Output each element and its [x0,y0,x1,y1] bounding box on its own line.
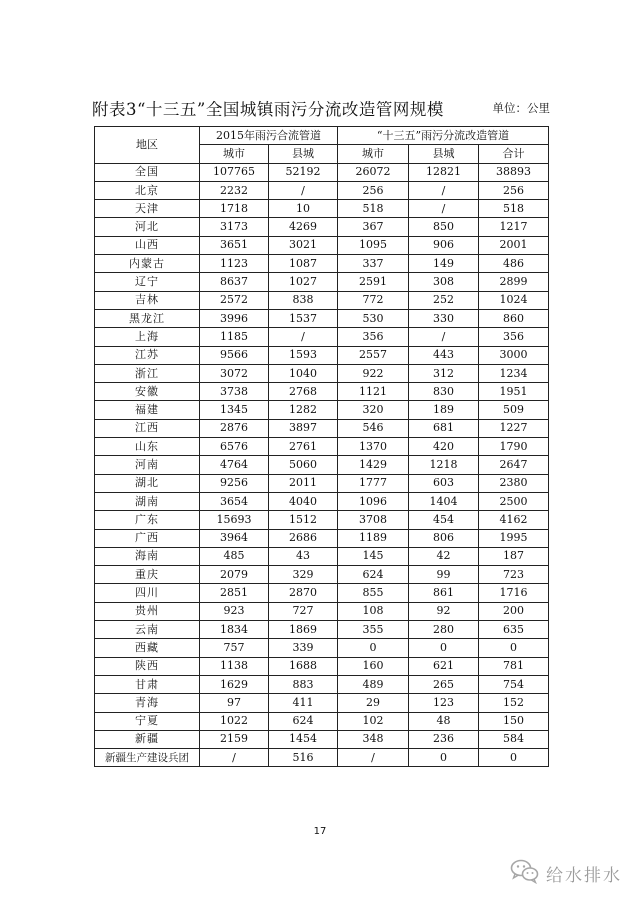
value-cell: 3654 [200,492,269,510]
value-cell: 3897 [269,419,338,437]
value-cell: 0 [479,639,549,657]
value-cell: 160 [338,657,409,675]
value-cell: 356 [479,328,549,346]
value-cell: 621 [409,657,479,675]
unit-label: 单位：公里 [492,101,550,115]
table-row [95,456,549,474]
region-cell: 湖南 [95,492,200,510]
value-cell: 727 [269,602,338,620]
value-cell: 2572 [200,291,269,309]
sub-header: 县城 [409,145,479,163]
table-row [95,492,549,510]
value-cell: 97 [200,694,269,712]
table-row [95,438,549,456]
value-cell: 2686 [269,529,338,547]
value-cell: 1121 [338,383,409,401]
value-cell: 635 [479,621,549,639]
region-cell: 浙江 [95,364,200,382]
value-cell: 838 [269,291,338,309]
value-cell: 443 [409,346,479,364]
value-cell: 1096 [338,492,409,510]
value-cell: 0 [479,749,549,767]
value-cell: 1227 [479,419,549,437]
region-cell: 广西 [95,529,200,547]
sub-header: 县城 [269,145,338,163]
table-header [95,127,549,164]
value-cell: 1024 [479,291,549,309]
table-row [95,621,549,639]
sub-header: 合计 [479,145,549,163]
region-cell: 陕西 [95,657,200,675]
table-row [95,511,549,529]
value-cell: 107765 [200,163,269,181]
value-cell: 356 [338,328,409,346]
value-cell: 2591 [338,273,409,291]
value-cell: 12821 [409,163,479,181]
value-cell: 308 [409,273,479,291]
table-row [95,749,549,767]
value-cell: 280 [409,621,479,639]
table-row [95,401,549,419]
value-cell: 52192 [269,163,338,181]
value-cell: 29 [338,694,409,712]
value-cell: 355 [338,621,409,639]
region-cell: 黑龙江 [95,309,200,327]
value-cell: 1404 [409,492,479,510]
value-cell: 518 [338,200,409,218]
value-cell: 530 [338,309,409,327]
value-cell: 265 [409,675,479,693]
value-cell: 1027 [269,273,338,291]
value-cell: 9566 [200,346,269,364]
region-cell: 江西 [95,419,200,437]
table-row [95,346,549,364]
table-row [95,584,549,602]
table-body [95,163,549,767]
value-cell: / [200,749,269,767]
value-cell: 0 [338,639,409,657]
value-cell: 330 [409,309,479,327]
group-header-135: “十三五”雨污分流改造管道 [338,127,549,145]
value-cell: 1869 [269,621,338,639]
value-cell: 26072 [338,163,409,181]
value-cell: / [409,181,479,199]
value-cell: 420 [409,438,479,456]
value-cell: 339 [269,639,338,657]
table-row [95,547,549,565]
value-cell: 2557 [338,346,409,364]
region-cell: 西藏 [95,639,200,657]
value-cell: 624 [269,712,338,730]
wechat-icon [510,858,540,888]
value-cell: 603 [409,474,479,492]
value-cell: 1345 [200,401,269,419]
value-cell: 806 [409,529,479,547]
value-cell: 108 [338,602,409,620]
value-cell: 1022 [200,712,269,730]
table-title: 附表3“十三五”全国城镇雨污分流改造管网规模 [92,100,444,119]
value-cell: 509 [479,401,549,419]
region-header: 地区 [95,127,200,164]
value-cell: 337 [338,255,409,273]
value-cell: 4764 [200,456,269,474]
value-cell: 546 [338,419,409,437]
value-cell: 102 [338,712,409,730]
region-cell: 重庆 [95,566,200,584]
value-cell: 518 [479,200,549,218]
value-cell: 1593 [269,346,338,364]
sub-header: 城市 [200,145,269,163]
value-cell: 1217 [479,218,549,236]
table-row [95,639,549,657]
value-cell: 252 [409,291,479,309]
value-cell: 584 [479,730,549,748]
value-cell: / [409,200,479,218]
sub-header: 城市 [338,145,409,163]
region-cell: 全国 [95,163,200,181]
value-cell: 1951 [479,383,549,401]
value-cell: 149 [409,255,479,273]
table-row [95,236,549,254]
value-cell: 1095 [338,236,409,254]
value-cell: 1087 [269,255,338,273]
value-cell: 2761 [269,438,338,456]
page-number: 17 [313,826,327,837]
value-cell: 189 [409,401,479,419]
value-cell: 3996 [200,309,269,327]
value-cell: 485 [200,547,269,565]
value-cell: 855 [338,584,409,602]
value-cell: 236 [409,730,479,748]
value-cell: 1282 [269,401,338,419]
table-row [95,218,549,236]
value-cell: 1512 [269,511,338,529]
value-cell: 152 [479,694,549,712]
table-row [95,419,549,437]
value-cell: 348 [338,730,409,748]
region-cell: 广东 [95,511,200,529]
region-cell: 云南 [95,621,200,639]
region-cell: 青海 [95,694,200,712]
value-cell: 256 [338,181,409,199]
value-cell: 923 [200,602,269,620]
value-cell: 3738 [200,383,269,401]
value-cell: 1777 [338,474,409,492]
table-row [95,255,549,273]
value-cell: 99 [409,566,479,584]
value-cell: 2647 [479,456,549,474]
value-cell: 2001 [479,236,549,254]
value-cell: 43 [269,547,338,565]
table-row [95,309,549,327]
table-row [95,291,549,309]
value-cell: 906 [409,236,479,254]
region-cell: 山西 [95,236,200,254]
value-cell: 8637 [200,273,269,291]
watermark-text: 给水排水 [546,865,622,886]
watermark [510,858,622,888]
region-cell: 新疆 [95,730,200,748]
region-cell: 甘肃 [95,675,200,693]
value-cell: 2851 [200,584,269,602]
value-cell: 754 [479,675,549,693]
value-cell: / [269,181,338,199]
value-cell: 9256 [200,474,269,492]
value-cell: 1234 [479,364,549,382]
value-cell: 0 [409,639,479,657]
title-row [92,96,552,120]
table-row [95,273,549,291]
value-cell: 2768 [269,383,338,401]
value-cell: 145 [338,547,409,565]
value-cell: 486 [479,255,549,273]
value-cell: 830 [409,383,479,401]
value-cell: 681 [409,419,479,437]
region-cell: 天津 [95,200,200,218]
value-cell: 3072 [200,364,269,382]
value-cell: 1454 [269,730,338,748]
value-cell: 1834 [200,621,269,639]
region-cell: 河北 [95,218,200,236]
value-cell: 1790 [479,438,549,456]
table-row [95,657,549,675]
value-cell: 1995 [479,529,549,547]
value-cell: / [338,749,409,767]
value-cell: 3651 [200,236,269,254]
value-cell: 861 [409,584,479,602]
value-cell: 92 [409,602,479,620]
value-cell: 3021 [269,236,338,254]
value-cell: 256 [479,181,549,199]
region-cell: 贵州 [95,602,200,620]
value-cell: 3173 [200,218,269,236]
value-cell: 1716 [479,584,549,602]
value-cell: 772 [338,291,409,309]
value-cell: 2232 [200,181,269,199]
value-cell: 624 [338,566,409,584]
value-cell: 3708 [338,511,409,529]
value-cell: 1718 [200,200,269,218]
value-cell: 187 [479,547,549,565]
value-cell: 38893 [479,163,549,181]
value-cell: 4040 [269,492,338,510]
value-cell: 922 [338,364,409,382]
value-cell: 2500 [479,492,549,510]
value-cell: 2876 [200,419,269,437]
value-cell: 757 [200,639,269,657]
value-cell: 1429 [338,456,409,474]
value-cell: 329 [269,566,338,584]
table-row [95,694,549,712]
value-cell: 4162 [479,511,549,529]
value-cell: 15693 [200,511,269,529]
region-cell: 湖北 [95,474,200,492]
value-cell: 723 [479,566,549,584]
value-cell: 3000 [479,346,549,364]
value-cell: 850 [409,218,479,236]
value-cell: 1370 [338,438,409,456]
table-row [95,328,549,346]
value-cell: / [409,328,479,346]
group-header-2015: 2015年雨污合流管道 [200,127,338,145]
region-cell: 新疆生产建设兵团 [95,749,200,767]
value-cell: 454 [409,511,479,529]
value-cell: 42 [409,547,479,565]
region-cell: 内蒙古 [95,255,200,273]
region-cell: 安徽 [95,383,200,401]
table-row [95,730,549,748]
region-cell: 海南 [95,547,200,565]
value-cell: 320 [338,401,409,419]
value-cell: 123 [409,694,479,712]
region-cell: 北京 [95,181,200,199]
region-cell: 江苏 [95,346,200,364]
region-cell: 宁夏 [95,712,200,730]
value-cell: 2159 [200,730,269,748]
value-cell: 489 [338,675,409,693]
table-row [95,474,549,492]
value-cell: 2380 [479,474,549,492]
value-cell: 10 [269,200,338,218]
table-row [95,181,549,199]
value-cell: 0 [409,749,479,767]
table-row [95,529,549,547]
table-row [95,163,549,181]
region-cell: 四川 [95,584,200,602]
value-cell: 4269 [269,218,338,236]
table-row [95,566,549,584]
region-cell: 吉林 [95,291,200,309]
value-cell: 3964 [200,529,269,547]
value-cell: 2870 [269,584,338,602]
value-cell: 5060 [269,456,338,474]
value-cell: 1138 [200,657,269,675]
value-cell: / [269,328,338,346]
region-cell: 山东 [95,438,200,456]
table-row [95,383,549,401]
value-cell: 2899 [479,273,549,291]
value-cell: 2011 [269,474,338,492]
pipe-network-table [94,126,549,767]
table-row [95,712,549,730]
table-row [95,364,549,382]
value-cell: 516 [269,749,338,767]
value-cell: 1185 [200,328,269,346]
region-cell: 辽宁 [95,273,200,291]
value-cell: 367 [338,218,409,236]
region-cell: 上海 [95,328,200,346]
table-row [95,602,549,620]
value-cell: 1040 [269,364,338,382]
value-cell: 1123 [200,255,269,273]
value-cell: 1537 [269,309,338,327]
value-cell: 6576 [200,438,269,456]
value-cell: 1629 [200,675,269,693]
value-cell: 1688 [269,657,338,675]
value-cell: 781 [479,657,549,675]
value-cell: 860 [479,309,549,327]
value-cell: 48 [409,712,479,730]
value-cell: 200 [479,602,549,620]
value-cell: 1218 [409,456,479,474]
value-cell: 312 [409,364,479,382]
value-cell: 150 [479,712,549,730]
value-cell: 883 [269,675,338,693]
table-row [95,675,549,693]
region-cell: 河南 [95,456,200,474]
value-cell: 411 [269,694,338,712]
table-row [95,200,549,218]
value-cell: 1189 [338,529,409,547]
region-cell: 福建 [95,401,200,419]
value-cell: 2079 [200,566,269,584]
